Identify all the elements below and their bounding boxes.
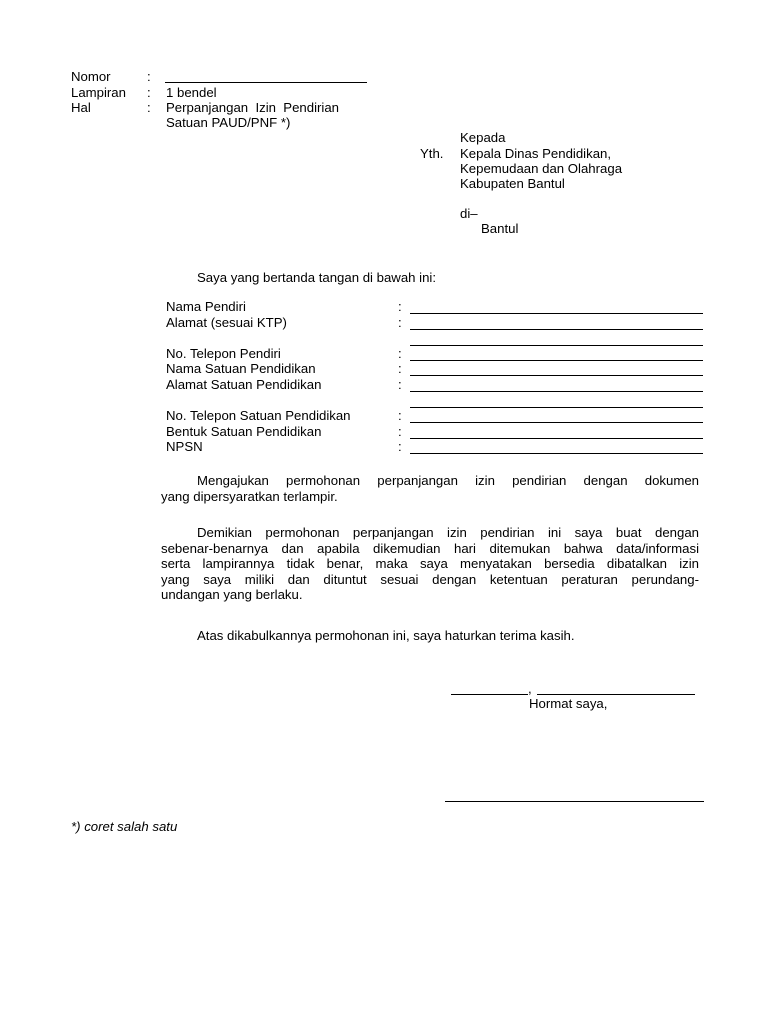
field-line-bentuk-satuan xyxy=(410,438,703,439)
signature-place-line xyxy=(451,694,528,695)
field-label-bentuk-satuan: Bentuk Satuan Pendidikan xyxy=(166,424,322,439)
field-label-nama-satuan: Nama Satuan Pendidikan xyxy=(166,361,316,376)
hal-colon: : xyxy=(147,100,151,115)
hal-value-line-2: Satuan PAUD/PNF *) xyxy=(166,115,291,130)
field-line-telepon-pendiri xyxy=(410,360,703,361)
field-line-alamat-satuan-2 xyxy=(410,407,703,408)
address-kepada: Kepada xyxy=(460,130,506,145)
lampiran-colon: : xyxy=(147,85,151,100)
intro-text: Saya yang bertanda tangan di bawah ini: xyxy=(197,270,437,285)
field-line-nama-satuan xyxy=(410,375,703,376)
field-colon: : xyxy=(398,439,402,454)
paragraph-2-line-4: yang saya miliki dan dituntut sesuai dengan ketentuan peraturan perundang- xyxy=(161,571,699,587)
lampiran-value: 1 bendel xyxy=(166,85,217,100)
paragraph-1-line-2: yang dipersyaratkan terlampir. xyxy=(161,488,338,504)
paragraph-1 xyxy=(161,473,699,504)
signature-date-line xyxy=(537,694,695,695)
field-line-nama-pendiri xyxy=(410,313,703,314)
paragraph-2-line-2: sebenar-benarnya dan apabila dikemudian hari ditemukan bahwa data/informasi xyxy=(161,540,699,556)
paragraph-2-line-5: undangan yang berlaku. xyxy=(161,587,303,602)
address-yth: Yth. xyxy=(420,146,444,161)
field-line-alamat-ktp xyxy=(410,329,703,330)
paragraph-2-line-3: serta lampirannya tidak benar, maka saya menyatakan bersedia dibatalkan izin xyxy=(161,556,699,571)
field-label-nama-pendiri: Nama Pendiri xyxy=(166,299,246,314)
address-di: di– xyxy=(460,206,478,221)
field-colon: : xyxy=(398,299,402,314)
paragraph-3: Atas dikabulkannya permohonan ini, saya haturkan terima kasih. xyxy=(197,628,575,643)
footnote: *) coret salah satu xyxy=(71,819,178,834)
field-colon: : xyxy=(398,408,402,423)
field-label-alamat-satuan: Alamat Satuan Pendidikan xyxy=(166,377,322,392)
field-line-telepon-satuan xyxy=(410,422,703,423)
signature-closing: Hormat saya, xyxy=(529,696,608,711)
field-line-npsn xyxy=(410,453,703,454)
nomor-colon: : xyxy=(147,69,151,84)
address-line-3: Kabupaten Bantul xyxy=(460,176,565,191)
field-label-telepon-pendiri: No. Telepon Pendiri xyxy=(166,346,281,361)
field-line-alamat-satuan xyxy=(410,391,703,392)
field-colon: : xyxy=(398,346,402,361)
field-line-alamat-ktp-2 xyxy=(410,345,703,346)
nomor-blank-line xyxy=(165,82,367,83)
paragraph-2-line-1: Demikian permohonan perpanjangan izin pendirian ini saya buat dengan xyxy=(197,525,699,540)
lampiran-label: Lampiran xyxy=(71,85,126,100)
paragraph-2 xyxy=(161,525,699,603)
field-label-npsn: NPSN xyxy=(166,439,203,454)
hal-label: Hal xyxy=(71,100,91,115)
address-line-1: Kepala Dinas Pendidikan, xyxy=(460,146,612,161)
field-colon: : xyxy=(398,377,402,392)
address-line-2: Kepemudaan dan Olahraga xyxy=(460,161,623,176)
field-colon: : xyxy=(398,424,402,439)
address-city: Bantul xyxy=(481,221,519,236)
signature-name-line xyxy=(445,801,704,802)
field-colon: : xyxy=(398,361,402,376)
nomor-label: Nomor xyxy=(71,69,111,84)
field-colon: : xyxy=(398,315,402,330)
field-label-telepon-satuan: No. Telepon Satuan Pendidikan xyxy=(166,408,351,423)
hal-value-line-1: Perpanjangan Izin Pendirian xyxy=(166,100,340,115)
paragraph-1-line-1: Mengajukan permohonan perpanjangan izin pendirian dengan dokumen xyxy=(197,473,699,488)
signature-comma: , xyxy=(528,681,532,696)
field-label-alamat-ktp: Alamat (sesuai KTP) xyxy=(166,315,287,330)
